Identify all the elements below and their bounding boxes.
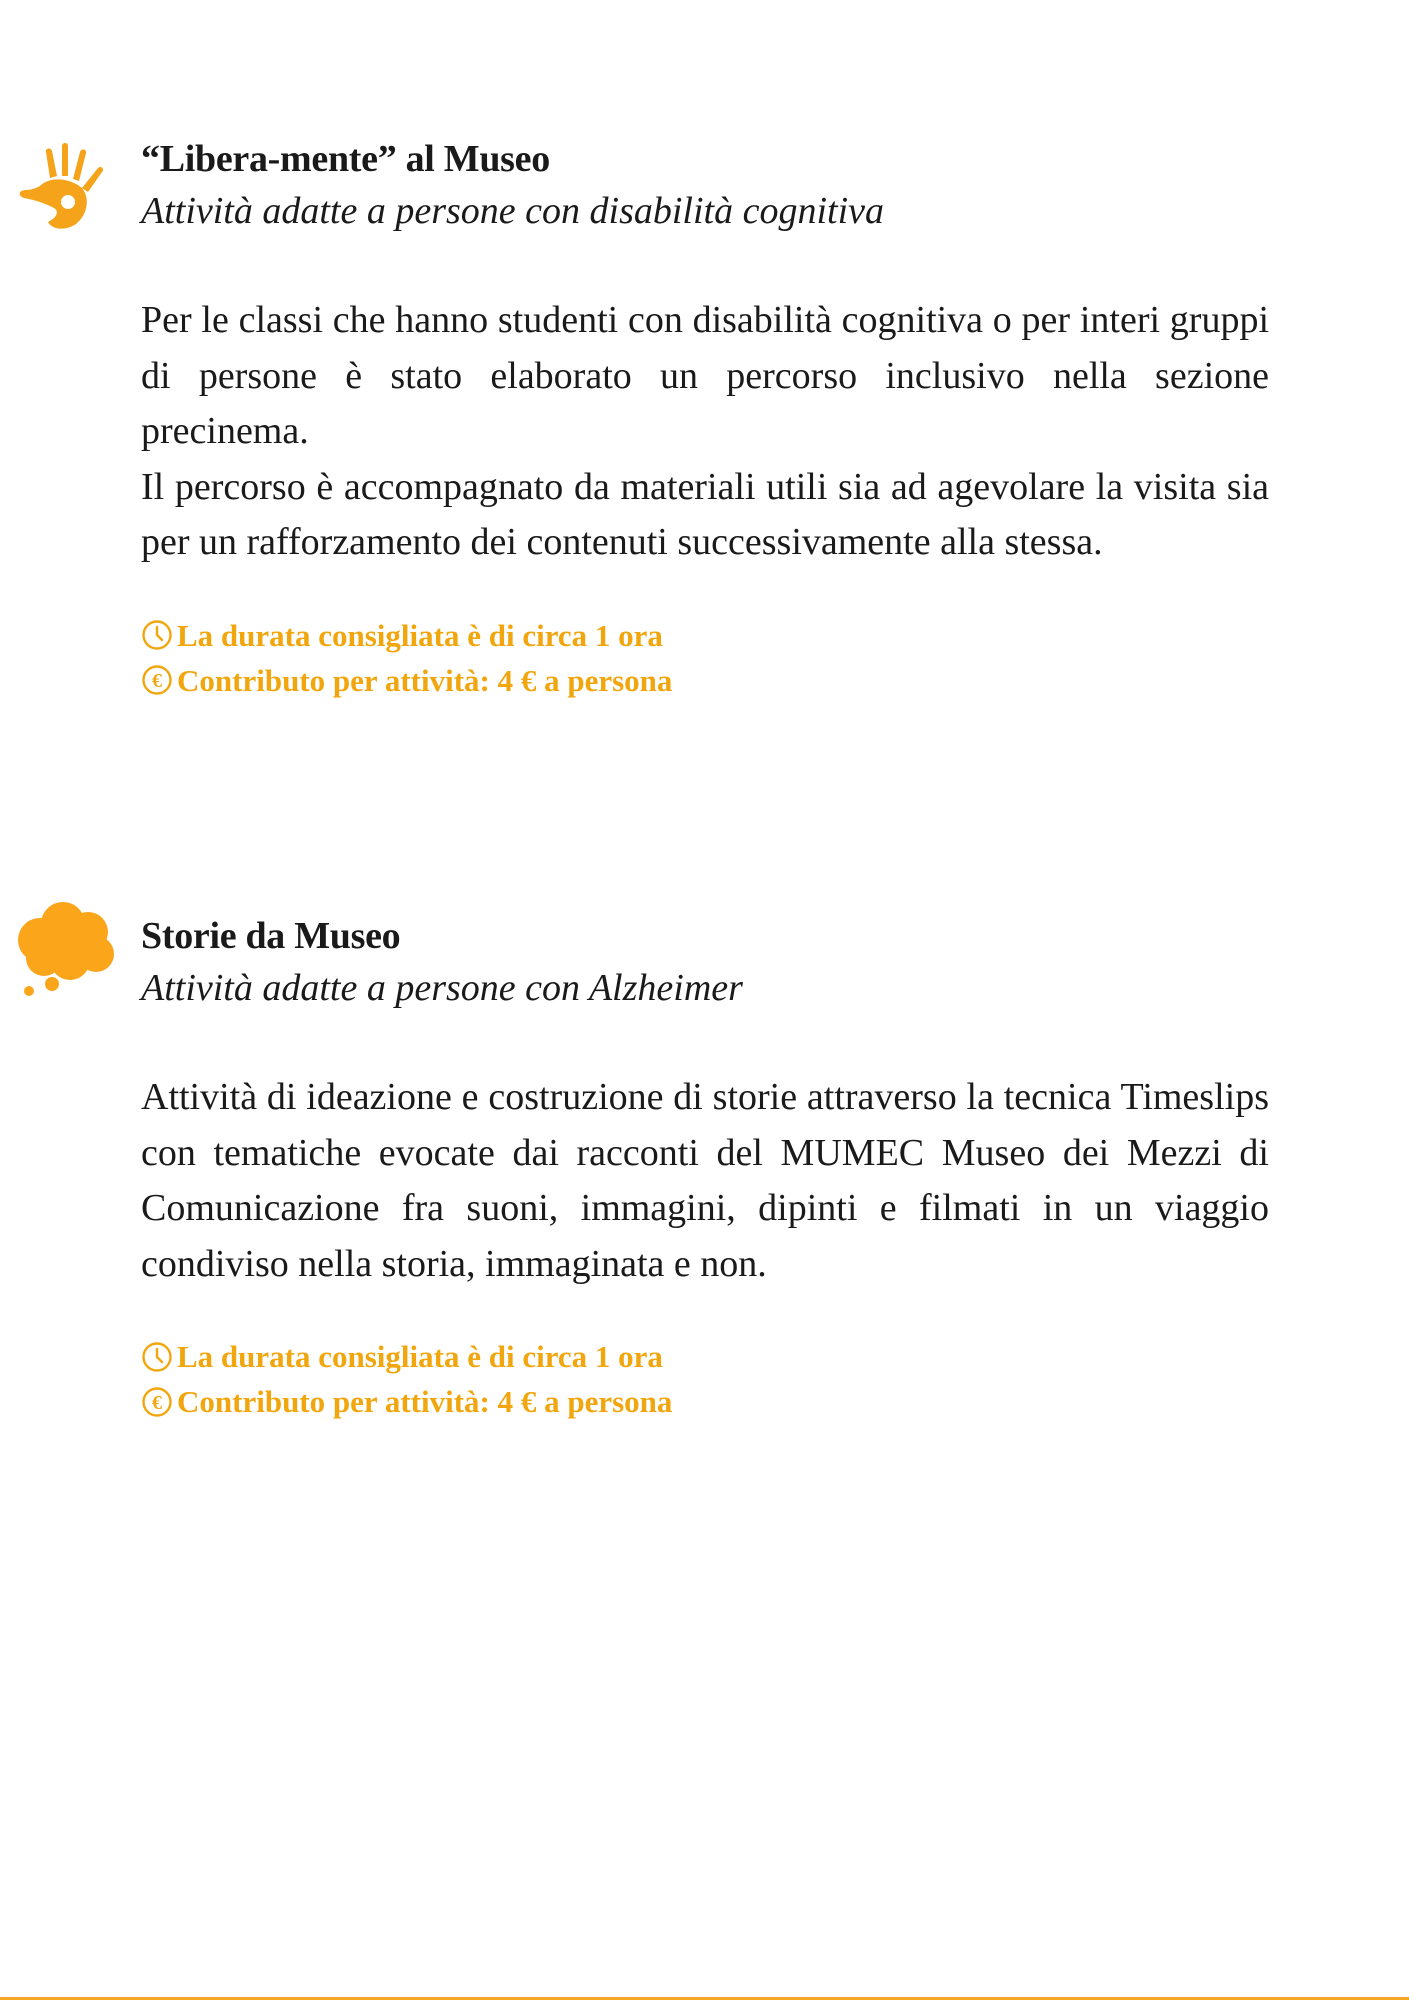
euro-icon	[141, 1386, 173, 1418]
activity-section-libera-mente	[141, 133, 1269, 703]
activity-section-storie-da-museo	[141, 910, 1269, 1424]
svg-text:€: €	[152, 670, 162, 692]
thought-cloud-icon	[8, 898, 120, 998]
duration-text: La durata consigliata è di circa 1 ora	[177, 1339, 663, 1374]
activity-info	[141, 1334, 1269, 1424]
activity-description	[141, 1070, 1269, 1292]
activity-title: Storie da Museo	[141, 915, 401, 957]
activity-info	[141, 613, 1269, 703]
price-text: Contributo per attività: 4 € a persona	[177, 1384, 673, 1419]
price-row	[141, 1379, 1269, 1424]
svg-text:€: €	[152, 1391, 162, 1414]
price-text: Contributo per attività: 4 € a persona	[177, 662, 673, 698]
activity-subtitle: Attività adatte a persone con Alzheimer	[141, 967, 743, 1009]
duration-text: La durata consigliata è di circa 1 ora	[177, 617, 663, 653]
activity-subtitle: Attività adatte a persone con disabilità cognitiva	[141, 190, 885, 232]
activity-description	[141, 293, 1269, 571]
activity-title: “Libera-mente” al Museo	[141, 138, 550, 180]
duration-row	[141, 613, 1269, 658]
hand-icon	[10, 138, 110, 238]
clock-icon	[141, 619, 173, 651]
price-row	[141, 658, 1269, 703]
description-paragraph: Attività di ideazione e costruzione di storie attraverso la tecnica Timeslips con tematiche evocate dai racconti del MUMEC Museo dei Mezzi di Comunicazione fra suoni, immagini, dipinti e filmati in un viaggio condiviso nella storia, immaginata e non.	[141, 1076, 1269, 1285]
clock-icon	[141, 1341, 173, 1373]
description-paragraph: Il percorso è accompagnato da materiali utili sia ad agevolare la visita sia per un rafforzamento dei contenuti successivamente alla stessa.	[141, 465, 1269, 563]
duration-row	[141, 1334, 1269, 1379]
description-paragraph: Per le classi che hanno studenti con disabilità cognitiva o per interi gruppi di persone è stato elaborato un percorso inclusivo nella sezione precinema.	[141, 299, 1269, 452]
euro-icon	[141, 664, 173, 696]
